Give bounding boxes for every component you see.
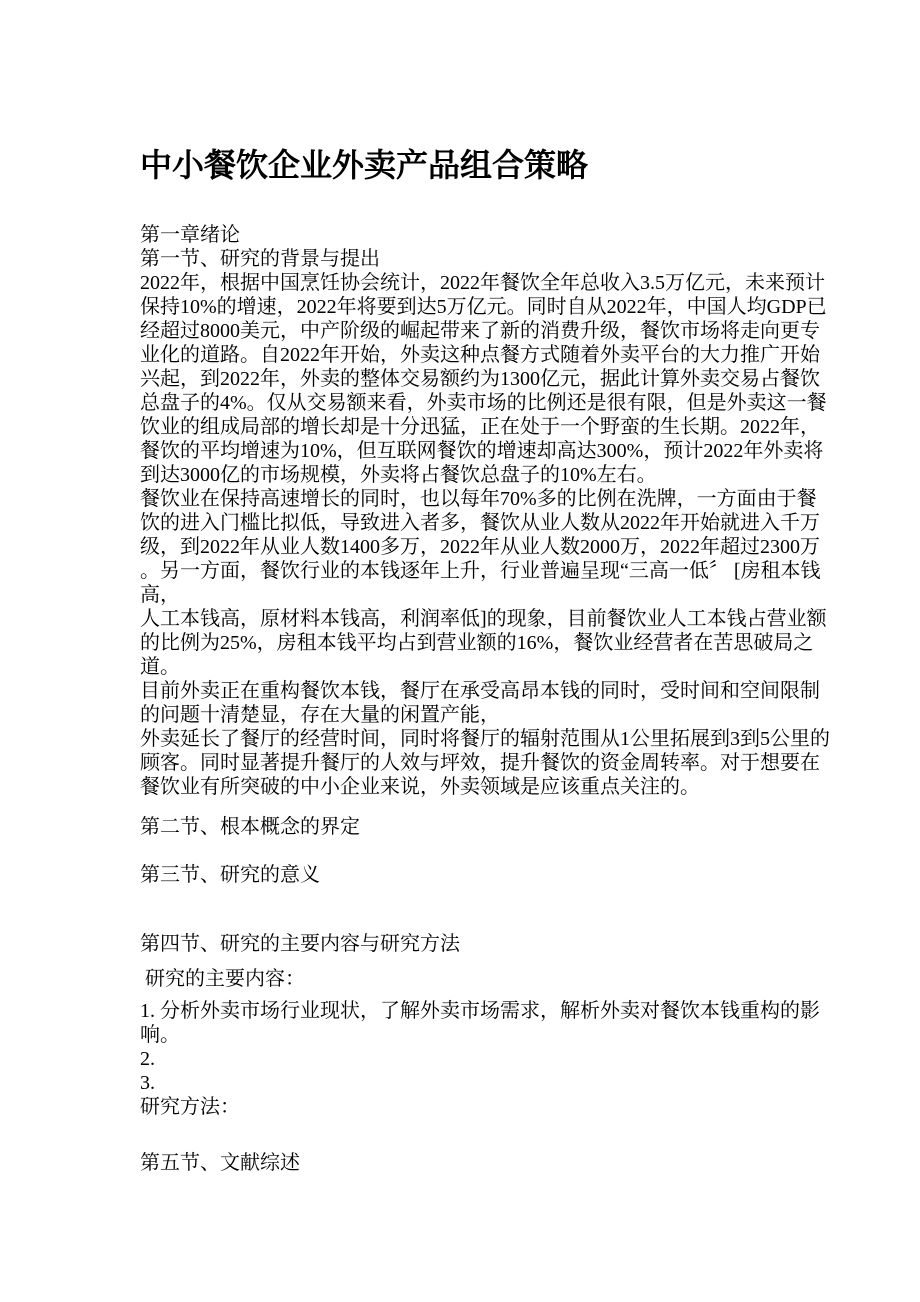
body-text-line: 的问题十清楚显，存在大量的闲置产能，: [140, 704, 500, 726]
body-text-line: 保持10%的增速，2022年将要到达5万亿元。同时自从2022年，中国人均GDP已: [140, 296, 827, 318]
body-text-line: 经超过8000美元，中产阶级的崛起带来了新的消费升级，餐饮市场将走向更专: [140, 320, 820, 342]
body-text-line: 顾客。同时显著提升餐厅的人效与坪效，提升餐饮的资金周转率。对于想要在: [140, 752, 820, 774]
body-text-line: 3.: [140, 1072, 155, 1094]
body-text-line: 业化的道路。自2022年开始，外卖这种点餐方式随着外卖平台的大力推广开始: [140, 344, 820, 366]
body-text-line: 。另一方面，餐饮行业的本钱逐年上升，行业普遍呈现“三高一低〞 [房租本钱: [140, 560, 821, 582]
blank-line: [140, 991, 790, 999]
section-heading: 第四节、研究的主要内容与研究方法: [140, 933, 460, 955]
body-text-line: 级，到2022年从业人数1400多万，2022年从业人数2000万，2022年超过2300万: [140, 536, 820, 558]
paragraph: [140, 999, 820, 1119]
blank-line: [140, 1119, 790, 1151]
body-text-line: 餐饮业在保持高速增长的同时，也以每年70%多的比例在洗牌，一方面由于餐: [140, 488, 817, 510]
body-text-line: 研究方法：: [140, 1096, 240, 1118]
body-text-line: 饮业的组成局部的增长却是十分迅猛，正在处于一个野蛮的生长期。2022年，: [140, 416, 820, 438]
body-text-line: 研究的主要内容：: [140, 968, 305, 990]
section-heading: 第一节、研究的背景与提出: [140, 248, 380, 270]
body-text-line: 2.: [140, 1048, 155, 1070]
paragraph: [140, 727, 830, 799]
body-text-line: 1. 分析外卖市场行业现状，了解外卖市场需求，解析外卖对餐饮本钱重构的影: [140, 1000, 820, 1022]
paragraph: [140, 487, 821, 607]
blank-line: [140, 887, 790, 932]
section-heading: 第二节、根本概念的界定: [140, 816, 360, 838]
blank-line: [140, 799, 790, 815]
paragraph: [140, 607, 827, 679]
body-text-line: 到达3000亿的市场规模，外卖将占餐饮总盘子的10%左右。: [140, 464, 657, 486]
blank-line: [140, 956, 790, 967]
body-text-line: 人工本钱高，原材料本钱高，利润率低]的现象，目前餐饮业人工本钱占营业额: [140, 608, 827, 630]
section-heading: 第三节、研究的意义: [140, 864, 320, 886]
paragraph: [140, 967, 790, 991]
section-heading: 第五节、文献综述: [140, 1152, 300, 1174]
paragraph: [140, 679, 820, 727]
body-text-line: 2022年，根据中国烹饪协会统计，2022年餐饮全年总收入3.5万亿元，未来预计: [140, 272, 825, 294]
paragraph: [140, 271, 827, 487]
body-text-line: 道。: [140, 656, 180, 678]
chapter-heading: 第一章绪论: [140, 224, 240, 246]
body-text-line: 外卖延长了餐厅的经营时间，同时将餐厅的辐射范围从1公里拓展到3到5公里的: [140, 728, 830, 750]
body-text-line: 餐饮的平均增速为10%，但互联网餐饮的增速却高达300%，预计2022年外卖将: [140, 440, 824, 462]
body-text-line: 的比例为25%，房租本钱平均占到营业额的16%，餐饮业经营者在苦思破局之: [140, 632, 814, 654]
body-text-line: 目前外卖正在重构餐饮本钱，餐厅在承受高昂本钱的同时，受时间和空间限制: [140, 680, 820, 702]
body-text-line: 响。: [140, 1024, 180, 1046]
body-text-line: 总盘子的4%。仅从交易额来看，外卖市场的比例还是很有限，但是外卖这一餐: [140, 392, 827, 414]
body-text-line: 饮的进入门槛比拟低，导致进入者多，餐饮从业人数从2022年开始就进入千万: [140, 512, 820, 534]
document-body: [140, 223, 830, 1175]
body-text-line: 兴起，到2022年，外卖的整体交易额约为1300亿元，据此计算外卖交易占餐饮: [140, 368, 820, 390]
document-title: 中小餐饮企业外卖产品组合策略: [140, 147, 589, 183]
body-text-line: 餐饮业有所突破的中小企业来说，外卖领域是应该重点关注的。: [140, 776, 700, 798]
blank-line: [140, 839, 790, 863]
body-text-line: 高，: [140, 584, 180, 606]
